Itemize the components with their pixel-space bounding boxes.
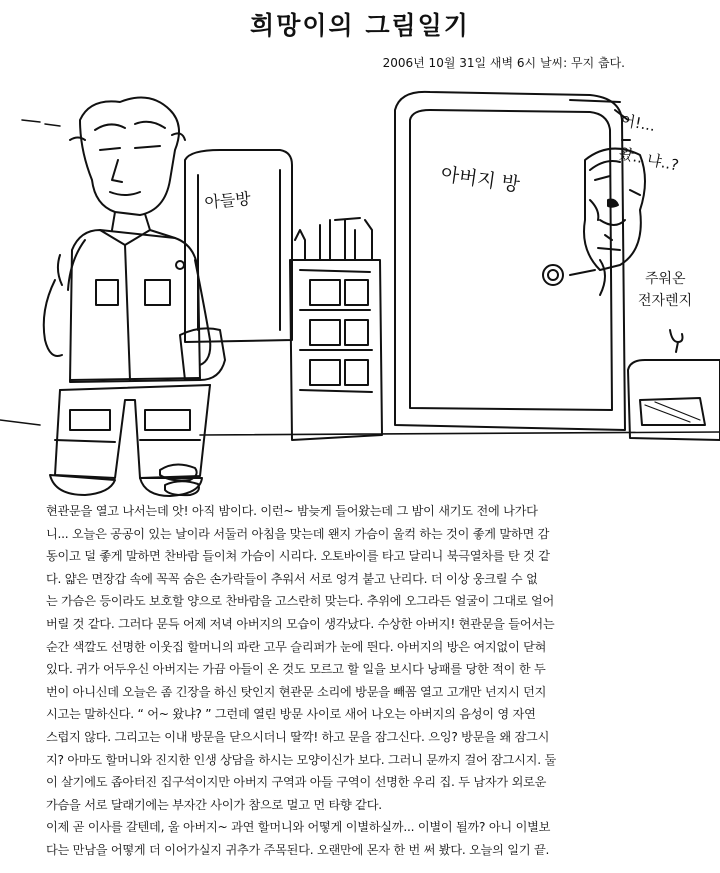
son-room-sign: 아들방: [203, 189, 252, 212]
father-peeking: [570, 149, 645, 295]
diary-body-line: 니... 오늘은 공공이 있는 날이라 서둘러 아침을 맞는데 왠지 가슴이 울컥 하는 것이 좋게 말하면 감: [46, 526, 550, 541]
diary-body-line: 있다. 귀가 어두우신 아버지는 가끔 아들이 온 것도 모르고 할 일을 보시다 낭패를 당한 적이 한 두: [46, 662, 546, 677]
shelf-cabinet: [290, 218, 382, 440]
chair: [180, 328, 225, 380]
diary-body-line: 가슴을 서로 달래기에는 부자간 사이가 참으로 멀고 먼 타향 같다.: [46, 797, 382, 812]
father-room-door: [395, 92, 630, 430]
diary-body-line: 현관문을 열고 나서는데 앗! 아직 밤이다. 이런~ 밤늦게 들어왔는데 그 밤이 새기도 전에 나가다: [46, 504, 538, 518]
diary-body-line: 번이 아니신데 오늘은 좀 긴장을 하신 탓인지 현관문 소리에 방문을 빼꼼 열고 고개만 넌지시 던지: [46, 684, 547, 699]
diary-body-line: 이 살기에도 좁아터진 집구석이지만 아버지 구역과 아들 구역이 선명한 우리 집. 두 남자가 외로운: [46, 775, 547, 790]
diary-body-line: 다. 얇은 면장갑 속에 꼭꼭 숨은 손가락들이 추워서 서로 엉겨 붙고 난리다. 더 이상 웅크릴 수 없: [46, 571, 538, 586]
microwave-note-1: 주워온: [645, 271, 686, 287]
diary-body-line: 다는 만남을 어떻게 더 이어가실지 귀추가 주목된다. 오랜만에 몬자 한 번 써 봤다. 오늘의 일기 끝.: [46, 842, 550, 857]
diary-illustration: [0, 80, 720, 500]
diary-body-line: 이제 곧 이사를 갈텐데, 울 아버지~ 과연 할머니와 어떻게 이별하실까... 이별이 될까? 아니 이별보: [46, 820, 551, 835]
son-room-door: [176, 150, 292, 342]
diary-body-line: 스럽지 않다. 그리고는 이내 방문을 닫으시더니 딸깍! 하고 문을 잠그신다. 으잉? 방문을 왜 잠그시: [46, 729, 550, 744]
diary-body-line: 는 가슴은 등이라도 보호할 양으로 찬바람을 고스란히 맞는다. 추위에 오그라든 얼굴이 그대로 얼어: [46, 594, 555, 609]
microwave-note-2: 전자렌지: [638, 293, 693, 309]
diary-title: 희망이의 그림일기: [250, 11, 470, 40]
diary-body: [46, 500, 680, 862]
exclaim-1: 어!...: [619, 111, 657, 135]
exclaim-2: 왔.. 냐..?: [617, 144, 681, 175]
diary-body-line: 순간 색깔도 선명한 이웃집 할머니의 파란 고무 슬리퍼가 눈에 띈다. 아버지의 방은 여지없이 닫혀: [46, 639, 547, 654]
diary-dateline: 2006년 10월 31일 새벽 6시 날씨: 무지 춥다.: [382, 56, 625, 70]
diary-body-line: 버릴 것 같다. 그러다 문득 어제 저녁 아버지의 모습이 생각났다. 수상한 아버지! 현관문을 들어서는: [46, 616, 555, 631]
diary-body-line: 동이고 덜 좋게 말하면 찬바람 들이쳐 가슴이 시리다. 오토바이를 타고 달리니 북극열차를 탄 것 같: [46, 549, 550, 564]
diary-body-line: 시고는 말하신다. “ 어~ 왔냐? ” 그런데 열린 방문 사이로 새어 나오는 아버지의 음성이 영 자연: [46, 707, 536, 722]
father-room-sign: 아버지 방: [439, 163, 522, 197]
microwave: [628, 330, 720, 440]
diary-body-line: 지? 아마도 할머니와 진지한 인생 상담을 하시는 모양이신가 보다. 그러니 문까지 걸어 잠그시지. 둘: [46, 752, 556, 767]
